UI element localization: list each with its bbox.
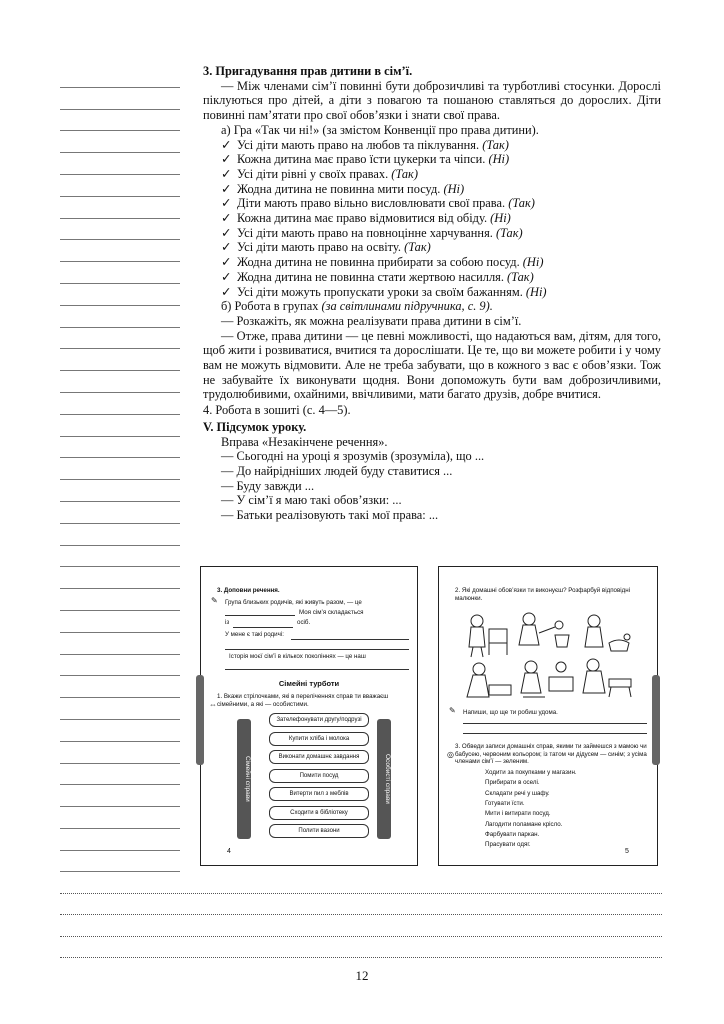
item-answer: (Так): [508, 196, 535, 211]
wl-line: [225, 669, 409, 670]
wl-line: [233, 627, 293, 628]
margin-line: [60, 240, 180, 262]
checkmark-icon: ✓: [221, 196, 232, 211]
yes-no-item: [203, 270, 661, 285]
margin-line: [60, 851, 180, 873]
margin-line: [60, 633, 180, 655]
item-text: Жодна дитина не повинна мити посуд.: [237, 181, 441, 196]
wl-sentence-4: Історія моєї сім’ї в кількох поколіннях — це наш: [229, 653, 366, 660]
margin-line: [60, 284, 180, 306]
margin-line: [60, 131, 180, 153]
margin-line: [60, 110, 180, 132]
group-work-label: б) Робота в групах: [221, 299, 319, 314]
household-chores-illustration: [459, 607, 639, 703]
wr-line: [463, 723, 647, 724]
item-answer: (Так): [495, 225, 523, 240]
margin-line: [60, 262, 180, 284]
wr-line: [463, 733, 647, 734]
margin-line: [60, 88, 180, 110]
margin-line: [60, 720, 180, 742]
margin-line: [60, 458, 180, 480]
item-text: Жодна дитина не повинна стати жертвою насилля.: [237, 269, 504, 284]
yes-no-item: [203, 285, 661, 300]
margin-line: [60, 306, 180, 328]
group-work: [203, 299, 661, 314]
checkmark-icon: ✓: [221, 211, 232, 226]
chore-item: Прасувати одяг.: [485, 841, 531, 849]
chore-item: Фарбувати паркан.: [485, 830, 540, 838]
pencil-icon-2: ✎: [449, 706, 456, 715]
yes-no-item: [203, 152, 661, 167]
wl-task1: 1. Вкажи стрілочками, які в переліченнях справ ти вважаєш сімейними, а які — особистими.: [217, 693, 389, 708]
workbook-spread: [200, 566, 660, 866]
bottom-line: [60, 872, 662, 894]
section-3-heading: 3. Пригадування прав дитини в сім’ї.: [203, 64, 413, 78]
wl-title: Сімейні турботи: [278, 679, 340, 688]
question-tell: — Розкажіть, як можна реалізувати права дитини в сім’ї.: [221, 313, 522, 328]
sentence-5: — Батьки реалізовують такі мої права: ...: [221, 508, 439, 523]
checkmark-icon: ✓: [221, 255, 232, 270]
task-pill: Помити посуд: [269, 769, 369, 783]
checkmark-icon: ✓: [221, 240, 232, 255]
margin-line: [60, 437, 180, 459]
chore-item: Мити і витирати посуд.: [485, 810, 551, 818]
exercise-title: Вправа «Незакінчене речення».: [221, 434, 388, 449]
margin-line: [60, 197, 180, 219]
checkmark-icon: ✓: [221, 152, 232, 167]
margin-line: [60, 785, 180, 807]
item-answer: (Так): [507, 269, 534, 284]
item-answer: (Ні): [443, 181, 465, 196]
wl-task3: 3. Доповни речення.: [217, 587, 280, 594]
chore-item: Лагодити поламане крісло.: [485, 820, 563, 828]
margin-line: [60, 655, 180, 677]
item-text: Кожна дитина має право їсти цукерки та чіпси.: [237, 152, 486, 167]
task-pill: Зателефонувати другу/подрузі: [269, 713, 369, 727]
bottom-line: [60, 937, 662, 959]
wl-sentence-1: Група близьких родичів, які живуть разом, — це: [225, 599, 362, 606]
workbook-page-left: [200, 566, 418, 866]
sentence-4: — У сім’ї я маю такі обов’язки: ...: [221, 493, 402, 508]
wl-page-number: 4: [227, 848, 231, 855]
item-text: Усі діти мають право на повноцінне харчування.: [237, 225, 493, 240]
checkmark-icon: ✓: [221, 284, 232, 299]
wl-sentence-3: У мене є такі родичі:: [225, 631, 284, 638]
margin-line: [60, 153, 180, 175]
checkmark-icon: ✓: [221, 181, 232, 196]
margin-line: [60, 349, 180, 371]
wl-line: [291, 639, 409, 640]
wl-sentence-2: Моя сім’я складається: [299, 609, 364, 616]
margin-line: [60, 502, 180, 524]
margin-line: [60, 393, 180, 415]
margin-line: [60, 742, 180, 764]
yes-no-item: [203, 196, 661, 211]
item-answer: (Ні): [490, 211, 511, 226]
sentence-3: — Буду завжди ...: [221, 478, 315, 493]
page-number: 12: [355, 968, 369, 983]
family-tasks-bar: Сімейні справи: [237, 719, 251, 839]
checkmark-icon: ✓: [221, 225, 232, 240]
chore-item: Прибирати в оселі.: [485, 779, 540, 787]
workbook-page-right: [438, 566, 658, 866]
page-tab-right: [652, 675, 660, 765]
chore-item: Готувати їсти.: [485, 799, 525, 807]
yes-no-item: [203, 211, 661, 226]
item-text: Усі діти рівні у своїх правах.: [237, 166, 389, 181]
yes-no-item: [203, 138, 661, 153]
item-text: Усі діти можуть пропускати уроки за своїм бажанням.: [237, 284, 523, 299]
wl-sentence-2b: із: [225, 619, 230, 626]
margin-line: [60, 676, 180, 698]
item-answer: (Так): [391, 166, 418, 181]
margin-line: [60, 698, 180, 720]
checkmark-icon: ✓: [221, 269, 232, 284]
task-pill: Полити вазони: [269, 824, 369, 838]
margin-line: [60, 328, 180, 350]
margin-line: [60, 807, 180, 829]
item-answer: (Ні): [525, 284, 547, 299]
checkmark-icon: ✓: [221, 166, 232, 181]
item-answer: (Так): [404, 240, 431, 255]
task-pill: Виконати домашнє завдання: [269, 750, 369, 764]
margin-line: [60, 829, 180, 851]
summary-paragraph: — Отже, права дитини — це певні можливості, що надаються вам, дітям, для того, щоб жити і розвиватися, вчитися та дорослішати. Це те, що ви можете робити і у чому вам не можуть відмовити. Але не треба забувати, що в кожного з вас є обов’язки. Тож не забувайте їх виконувати щодня. Вони допоможуть бути вам доброзичливими, трудолюбивими, охайними, ввічливими, мати багато друзів, добре вчитися.: [203, 328, 661, 402]
page-tab-left: [196, 675, 204, 765]
margin-line: [60, 611, 180, 633]
wr-write: Напиши, що ще ти робиш удома.: [463, 709, 558, 716]
item-answer: (Так): [482, 137, 509, 152]
margin-line: [60, 480, 180, 502]
task-pill: Витерти пил з меблів: [269, 787, 369, 801]
item-text: Усі діти мають право на любов та піклування.: [237, 137, 480, 152]
sentence-2: — До найрідніших людей буду ставитися ...: [221, 463, 453, 478]
pencil-icon: ✎: [211, 596, 218, 605]
wl-sentence-2c: осіб.: [297, 619, 311, 626]
margin-line: [60, 175, 180, 197]
item-text: Кожна дитина має право відмовитися від обіду.: [237, 211, 488, 226]
wr-task2: 2. Які домашні обов’язки ти виконуєш? Розфарбуй відповідні малюнки.: [455, 587, 631, 602]
margin-line: [60, 524, 180, 546]
bottom-line: [60, 915, 662, 937]
yes-no-item: [203, 167, 661, 182]
section-3-intro: — Між членами сім’ї повинні бути доброзичливі та турботливі стосунки. Дорослі піклуються про дітей, а діти з повагою та пошаною ставляться до дорослих. Діти повинні пам’ятати про свої обов’язки і знати свої права.: [203, 78, 661, 123]
margin-line: [60, 371, 180, 393]
group-work-ref: (за світлинами підручника, с. 9).: [321, 299, 493, 314]
wr-page-number: 5: [625, 848, 629, 855]
checkmark-icon: ✓: [221, 137, 232, 152]
margin-note-lines: [60, 66, 180, 872]
item-text: Жодна дитина не повинна прибирати за собою посуд.: [237, 255, 520, 270]
chore-item: Ходити за покупками у магазин.: [485, 769, 577, 776]
section-4-heading: 4. Робота в зошиті (с. 4—5).: [203, 403, 351, 418]
wl-line: [225, 649, 409, 650]
item-answer: (Ні): [522, 255, 544, 270]
item-text: Усі діти мають право на освіту.: [237, 240, 401, 255]
bottom-line: [60, 894, 662, 916]
margin-line: [60, 546, 180, 568]
item-text: Діти мають право вільно висловлювати свої права.: [237, 196, 506, 211]
margin-line: [60, 66, 180, 88]
wl-line: [225, 615, 295, 616]
sentence-1: — Сьогодні на уроці я зрозумів (зрозуміла), що ...: [221, 449, 485, 464]
game-heading: а) Гра «Так чи ні!» (за змістом Конвенції про права дитини).: [221, 122, 539, 137]
circle-icon: ◎: [447, 750, 454, 759]
bottom-note-lines: [60, 872, 662, 958]
item-answer: (Ні): [488, 152, 510, 167]
margin-line: [60, 589, 180, 611]
yes-no-item: [203, 240, 661, 255]
margin-line: [60, 415, 180, 437]
yes-no-item: [203, 182, 661, 197]
yes-no-list: [203, 138, 661, 300]
margin-line: [60, 764, 180, 786]
wr-task3: 3. Обведи записи домашніх справ, якими ти займешся з мамою чи бабусею, червоним кольором; із татом чи дідусем — синім; з усіма членами сім’ї — зеленим.: [455, 743, 647, 765]
margin-line: [60, 567, 180, 589]
task-pill: Купити хліба і молока: [269, 732, 369, 746]
section-5-heading: V. Підсумок уроку.: [203, 419, 307, 434]
yes-no-item: [203, 255, 661, 270]
yes-no-item: [203, 226, 661, 241]
margin-line: [60, 219, 180, 241]
chore-item: Складати речі у шафу.: [485, 789, 550, 797]
lesson-text: [203, 64, 661, 523]
arrows-icon: ⇔: [209, 700, 217, 709]
task-pill: Сходити в бібліотеку: [269, 806, 369, 820]
personal-tasks-bar: Особисті справи: [377, 719, 391, 839]
